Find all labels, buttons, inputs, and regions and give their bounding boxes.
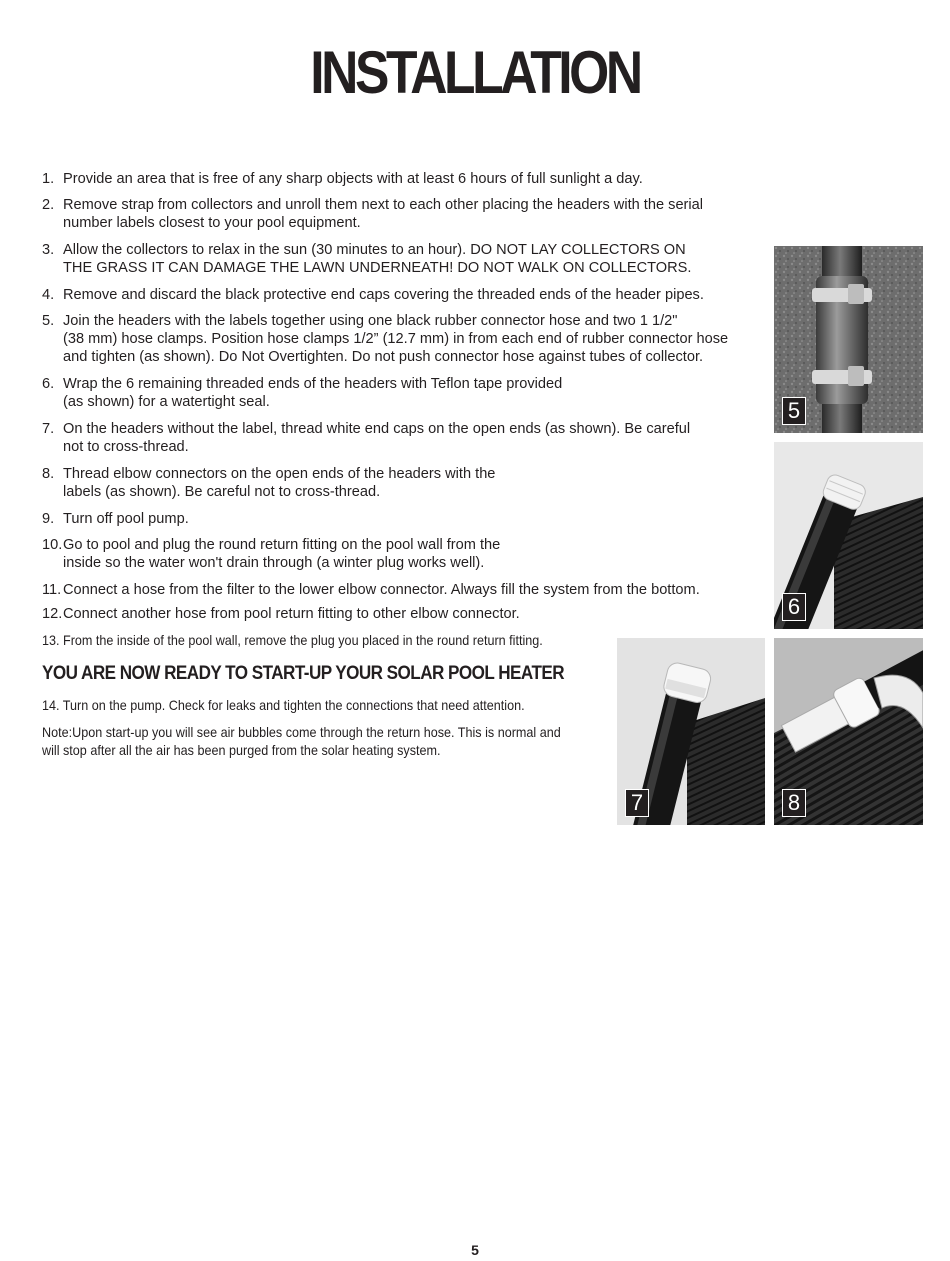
step-text: THE GRASS IT CAN DAMAGE THE LAWN UNDERNEATH! DO NOT WALK ON COLLECTORS.	[63, 260, 692, 276]
photo-6-teflon-tape	[774, 442, 923, 629]
step-number: 3.	[42, 242, 55, 258]
step-text: not to cross-thread.	[63, 439, 189, 455]
photo-7-end-cap	[617, 638, 765, 825]
page-title: INSTALLATION	[310, 39, 640, 106]
step-text: Connect a hose from the filter to the lower elbow connector. Always fill the system from the bottom.	[63, 582, 700, 598]
note-line: will stop after all the air has been purged from the solar heating system.	[42, 742, 441, 758]
step-number: 12.	[42, 606, 63, 622]
step-number: 6.	[42, 376, 55, 392]
step-13: 13. From the inside of the pool wall, remove the plug you placed in the round return fitting.	[42, 632, 543, 648]
step-number: 8.	[42, 466, 55, 482]
step-number: 7.	[42, 421, 55, 437]
step-text: Turn off pool pump.	[63, 511, 189, 527]
step-text: Allow the collectors to relax in the sun (30 minutes to an hour). DO NOT LAY COLLECTORS ON	[63, 242, 686, 258]
note	[42, 723, 618, 759]
step-text: labels (as shown). Be careful not to cross-thread.	[63, 484, 381, 500]
step-number: 11.	[42, 582, 62, 598]
step-number: 5.	[42, 313, 55, 329]
step-text: (38 mm) hose clamps. Position hose clamps 1/2” (12.7 mm) in from each end of rubber connector hose	[63, 331, 729, 347]
step-text: Remove and discard the black protective end caps covering the threaded ends of the header pipes.	[63, 287, 704, 303]
step-number: 1.	[42, 171, 55, 187]
step-text: Remove strap from collectors and unroll them next to each other placing the headers with the serial	[63, 197, 704, 213]
step-14: 14. Turn on the pump. Check for leaks and tighten the connections that need attention.	[42, 697, 525, 713]
photo-label: 5	[782, 397, 806, 425]
photo-label: 7	[625, 789, 649, 817]
photo-8-elbow-connector	[774, 638, 923, 825]
step-text: and tighten (as shown). Do Not Overtighten. Do not push connector hose against tubes of collector.	[63, 349, 704, 365]
photo-label: 8	[782, 789, 806, 817]
step-text: Join the headers with the labels together using one black rubber connector hose and two 1 1/2"	[63, 313, 678, 329]
step-number: 9.	[42, 511, 55, 527]
step-number: 2.	[42, 197, 55, 213]
step-text: number labels closest to your pool equipment.	[63, 215, 361, 231]
step-text: Go to pool and plug the round return fitting on the pool wall from the	[63, 537, 501, 553]
ready-heading: YOU ARE NOW READY TO START-UP YOUR SOLAR POOL HEATER	[42, 663, 565, 684]
note-line: Note:Upon start-up you will see air bubbles come through the return hose. This is normal and	[42, 724, 561, 740]
step-number: 10.	[42, 537, 63, 553]
photo-label: 6	[782, 593, 806, 621]
step-text: Wrap the 6 remaining threaded ends of the headers with Teflon tape provided	[63, 376, 563, 392]
step-text: (as shown) for a watertight seal.	[63, 394, 270, 410]
photo-5-hose-clamp	[774, 246, 923, 433]
page-number: 5	[471, 1242, 479, 1258]
step-text: Provide an area that is free of any sharp objects with at least 6 hours of full sunlight a day.	[63, 171, 643, 187]
step-text: inside so the water won't drain through (a winter plug works well).	[63, 555, 485, 571]
step-number: 4.	[42, 287, 55, 303]
step-text: Thread elbow connectors on the open ends of the headers with the	[63, 466, 496, 482]
step-text: On the headers without the label, thread white end caps on the open ends (as shown). Be careful	[63, 421, 691, 437]
step-text: Connect another hose from pool return fitting to other elbow connector.	[63, 606, 520, 622]
